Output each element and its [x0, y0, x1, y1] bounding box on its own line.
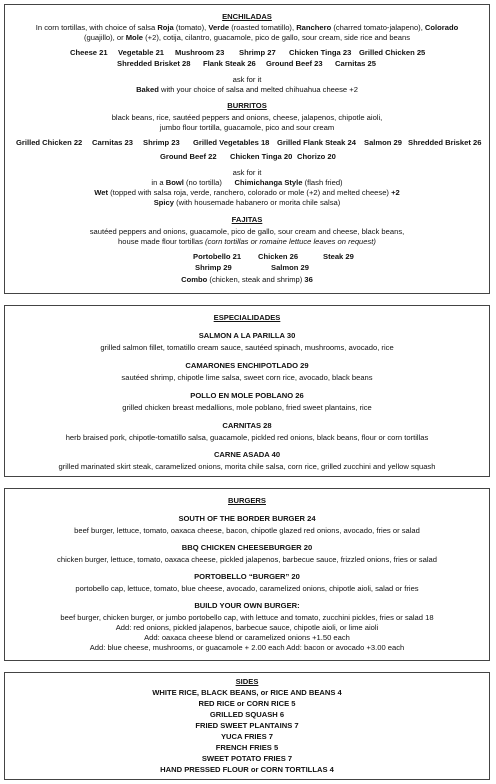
menu-option: Mushroom 23	[175, 48, 225, 57]
especialidades-section	[4, 305, 490, 477]
menu-option: Shrimp 23	[143, 138, 180, 147]
menu-option: Grilled Vegetables 18	[193, 138, 270, 147]
enchiladas-desc-line2: (guajillo), or Mole (+2), cotija, cilantro, guacamole, pico de gallo, sour cream, side rice and beans	[83, 33, 411, 42]
fajitas-desc-line2: house made flour tortillas (corn tortillas or romaine lettuce leaves on request)	[118, 237, 376, 246]
burgers-title: BURGERS	[228, 496, 266, 505]
dish-desc: grilled chicken breast medallions, mole poblano, fried sweet plantains, rice	[122, 403, 372, 412]
enchiladas-baked: Baked with your choice of salsa and melted chihuahua cheese +2	[136, 85, 358, 94]
burgers-section	[4, 488, 490, 661]
menu-option: Grilled Chicken 22	[16, 138, 83, 147]
menu-option: Chicken Tinga 23	[289, 48, 352, 57]
menu-option: Shredded Brisket 26	[408, 138, 482, 147]
sides-title: SIDES	[235, 677, 259, 686]
fajitas-combo: Combo (chicken, steak and shrimp) 36	[181, 275, 313, 284]
dish-desc: grilled salmon fillet, tomatillo cream sauce, sautéed spinach, mushrooms, avocado, rice	[100, 343, 394, 352]
enchiladas-ask: ask for it	[232, 75, 262, 84]
burritos-ask: ask for it	[232, 168, 262, 177]
burger-desc: beef burger, lettuce, tomato, oaxaca cheese, bacon, chipotle glazed red onions, avocado, fries or salad	[74, 526, 420, 535]
enchiladas-desc-line1: In corn tortillas, with choice of salsa Roja (tomato), Verde (roasted tomatillo), Ranchero (charred tomato-jalapeno), Colorado	[35, 23, 459, 32]
sides-section	[4, 672, 490, 780]
enchiladas-title: ENCHILADAS	[222, 12, 272, 21]
dish-desc: grilled marinated skirt steak, caramelized onions, morita chile salsa, corn rice, grilled zucchini and yellow squash	[58, 462, 436, 471]
menu-option: Ground Beef 22	[160, 152, 217, 161]
burritos-desc-line1: black beans, rice, sautéed peppers and onions, cheese, jalapenos, chipotle aioli,	[111, 113, 383, 122]
menu-option: Cheese 21	[70, 48, 108, 57]
menu-option: Carnitas 23	[92, 138, 133, 147]
menu-option: Carnitas 25	[335, 59, 376, 68]
menu-option: Grilled Flank Steak 24	[277, 138, 356, 147]
menu-option: Shredded Brisket 28	[117, 59, 191, 68]
menu-option: Steak 29	[323, 252, 354, 261]
menu-option: Grilled Chicken 25	[359, 48, 426, 57]
byo-burger-line: Add: red onions, pickled jalapenos, barbecue sauce, chipotle aioli, or lime aioli	[115, 623, 379, 632]
dish-name: CAMARONES ENCHIPOTLADO 29	[185, 361, 309, 370]
menu-option: Vegetable 21	[118, 48, 165, 57]
burritos-bowl-chimi: in a Bowl (no tortilla) Chimichanga Style (flash fried)	[151, 178, 343, 187]
byo-burger-line: Add: blue cheese, mushrooms, or guacamole + 2.00 each Add: bacon or avocado +3.00 each	[89, 643, 405, 652]
burger-name: BBQ CHICKEN CHEESEBURGER 20	[181, 543, 313, 552]
menu-option: Salmon 29	[271, 263, 309, 272]
side-item: SWEET POTATO FRIES 7	[201, 754, 293, 763]
menu-option: Chicken 26	[258, 252, 299, 261]
dish-name: CARNITAS 28	[222, 421, 272, 430]
especialidades-title: ESPECIALIDADES	[213, 313, 281, 322]
side-item: WHITE RICE, BLACK BEANS, or RICE AND BEANS 4	[152, 688, 342, 697]
burritos-spicy: Spicy (with housemade habanero or morita chile salsa)	[153, 198, 341, 207]
mains-section	[4, 4, 490, 294]
menu-option: Salmon 29	[364, 138, 402, 147]
burritos-wet: Wet (topped with salsa roja, verde, ranchero, colorado or mole (+2) and melted cheese) +2	[94, 188, 400, 197]
menu-option: Portobello 21	[193, 252, 242, 261]
byo-burger-name: BUILD YOUR OWN BURGER:	[194, 601, 300, 610]
menu-option: Chorizo 20	[297, 152, 336, 161]
dish-desc: herb braised pork, chipotle-tomatillo salsa, guacamole, pickled red onions, black beans, flour or corn tortillas	[65, 433, 429, 442]
dish-name: POLLO EN MOLE POBLANO 26	[190, 391, 304, 400]
side-item: YUCA FRIES 7	[220, 732, 274, 741]
dish-desc: sautéed shrimp, chipotle lime salsa, sweet corn rice, avocado, black beans	[121, 373, 373, 382]
burger-name: PORTOBELLO “BURGER” 20	[194, 572, 300, 581]
burritos-desc-line2: jumbo flour tortilla, guacamole, pico and sour cream	[159, 123, 335, 132]
side-item: FRENCH FRIES 5	[215, 743, 279, 752]
side-item: GRILLED SQUASH 6	[209, 710, 285, 719]
side-item: HAND PRESSED FLOUR or CORN TORTILLAS 4	[160, 765, 334, 774]
burger-desc: portobello cap, lettuce, tomato, blue cheese, avocado, caramelized onions, chipotle aioli, salad or fries	[75, 584, 419, 593]
side-item: RED RICE or CORN RICE 5	[198, 699, 296, 708]
menu-option: Chicken Tinga 20	[230, 152, 293, 161]
menu-option: Flank Steak 26	[203, 59, 256, 68]
byo-burger-line: Add: oaxaca cheese blend or caramelized onions +1.50 each	[144, 633, 350, 642]
menu-option: Shrimp 29	[195, 263, 232, 272]
menu-option: Shrimp 27	[239, 48, 276, 57]
burger-desc: chicken burger, lettuce, tomato, oaxaca cheese, pickled jalapenos, barbecue sauce, frizzled onions, fries or salad	[57, 555, 437, 564]
fajitas-desc-line1: sautéed peppers and onions, guacamole, pico de gallo, sour cream and cheese, black beans,	[89, 227, 405, 236]
dish-name: SALMON A LA PARILLA 30	[198, 331, 296, 340]
burger-name: SOUTH OF THE BORDER BURGER 24	[178, 514, 316, 523]
side-item: FRIED SWEET PLANTAINS 7	[195, 721, 299, 730]
menu-option: Ground Beef 23	[266, 59, 323, 68]
byo-burger-line: beef burger, chicken burger, or jumbo portobello cap, with lettuce and tomato, zucchini pickles, fries or salad 18	[60, 613, 434, 622]
fajitas-title: FAJITAS	[231, 215, 263, 224]
burritos-title: BURRITOS	[227, 101, 267, 110]
dish-name: CARNE ASADA 40	[213, 450, 281, 459]
